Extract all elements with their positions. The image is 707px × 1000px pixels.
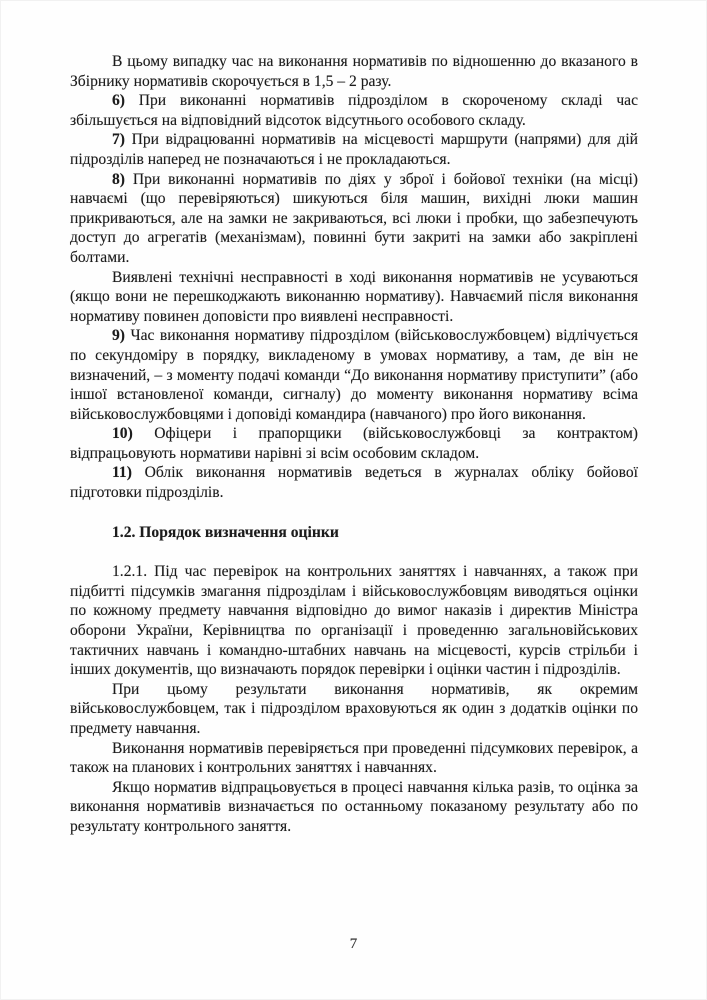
paragraph-number: 6)	[112, 92, 139, 110]
paragraph-number: 8)	[112, 170, 133, 188]
paragraph: 6) При виконанні нормативів підрозділом в скороченому складі час збільшується на відповідний відсоток відсутнього особового складу.	[70, 92, 639, 129]
paragraph: 11) Облік виконання нормативів ведеться в журналах обліку бойової підготовки підрозділів.	[70, 464, 638, 502]
paragraph: При цьому результати виконання нормативів, як окремим військовослужбовцем, так і підрозділом враховуються як один з додатків оцінки по предмету навчання.	[70, 680, 638, 737]
paragraph: Якщо норматив відпрацьовується в процесі навчання кілька разів, то оцінка за виконання нормативів визначається по останньому показаному результату або по результату контрольного заняття.	[70, 778, 638, 835]
section-heading: 1.2. Порядок визначення оцінки	[112, 523, 339, 541]
paragraph: Виявлені технічні несправності в ході виконання нормативів не усуваються (якщо вони не перешкоджають виконанню нормативу). Навчаємий після виконання нормативу повинен доповісти про виявлені несправності.	[70, 268, 638, 325]
paragraph: В цьому випадку час на виконання нормативів по відношенню до вказаного в Збірнику нормативів скорочується в 1,5 – 2 разу.	[70, 53, 638, 90]
paragraph: 9) Час виконання нормативу підрозділом (військовослужбовцем) відлічується по секундоміру в порядку, викладеному в умовах нормативу, а там, де він не визначений, – з моменту подачі команди “До виконання нормативу приступити” (або іншої встановленої команди, сигналу) до моменту виконання нормативу всіма військовослужбовцями і доповіді командира (навчаного) про його виконання.	[70, 327, 638, 423]
page-number: 7	[349, 936, 358, 952]
document-body	[70, 52, 638, 837]
paragraph: 1.2.1. Під час перевірок на контрольних заняттях і навчаннях, а також при підбитті підсумків змагання підрозділам і військовослужбовцям виводяться оцінки по кожному предмету навчання відповідно до вимог наказів і директив Міністра оборони України, Керівництва по організації і проведенню загальновійськових тактичних навчань і командно-штабних навчань на місцевості, курсів стрільби і інших документів, що визначають порядок перевірки і оцінки частин і підрозділів.	[70, 563, 638, 679]
paragraph-number: 9)	[112, 327, 131, 345]
paragraph-number: 11)	[112, 464, 145, 482]
paragraph: 7) При відрацюванні нормативів на місцевості маршрути (напрями) для дій підрозділів наперед не позначаються і не прокладаються.	[70, 131, 638, 168]
paragraph-number: 10)	[112, 425, 155, 443]
paragraph: 8) При виконанні нормативів по діях у зброї і бойової техніки (на місці) навчаємі (що перевіряються) шикуються біля машин, вихідні люки машин прикриваються, але на замки не закриваються, всі люки і пробки, що забезпечують доступ до агрегатів (механізмам), повинні бути закриті на замки або закріплені болтами.	[70, 170, 639, 266]
paragraph-number: 7)	[112, 131, 132, 149]
paragraph: Виконання нормативів перевіряється при проведенні підсумкових перевірок, а також на планових і контрольних заняттях і навчаннях.	[70, 739, 638, 777]
paragraph: 10) Офіцери і прапорщики (військовослужбовці за контрактом) відпрацьовують нормативи нарівні зі всім особовим складом.	[70, 425, 639, 462]
